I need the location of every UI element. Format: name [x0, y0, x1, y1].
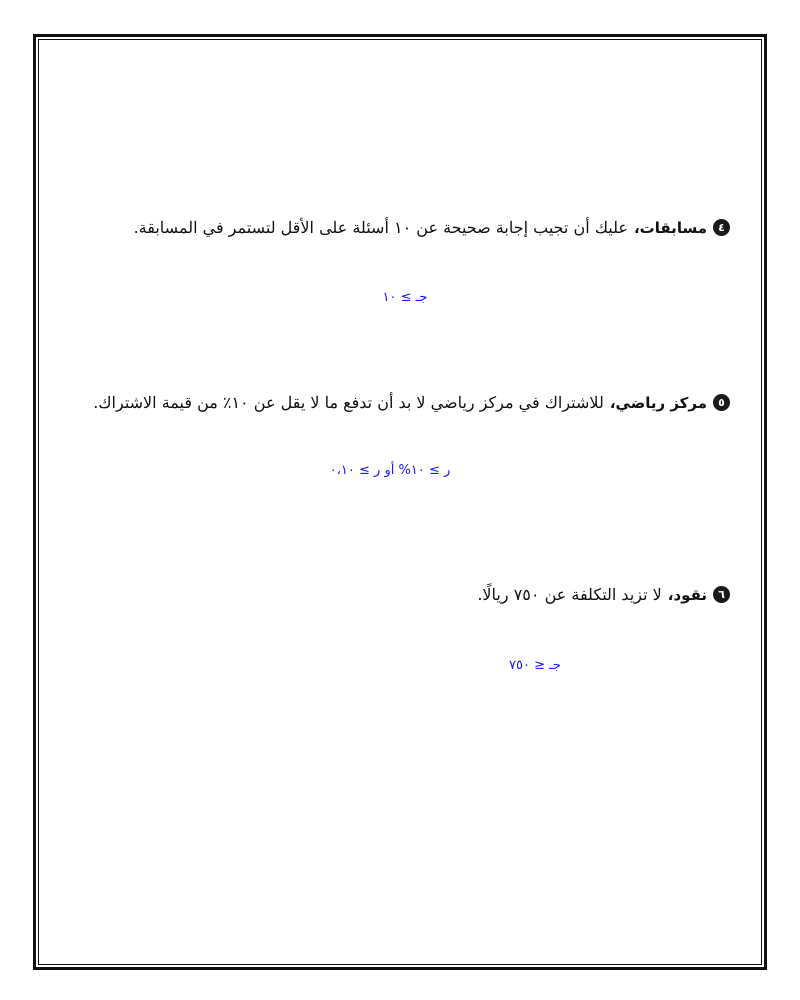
problem-text: للاشتراك في مركز رياضي لا بد أن تدفع ما لا يقل عن ١٠٪ من قيمة الاشتراك. — [93, 393, 604, 412]
problem-title: مركز رياضي، — [609, 393, 707, 412]
problem-6 — [477, 585, 730, 604]
problem-4-answer: جـ ≥ ١٠ — [382, 290, 428, 305]
problem-text: لا تزيد التكلفة عن ٧٥٠ ريالًا. — [477, 585, 662, 604]
page-border-inner — [38, 39, 762, 965]
problem-title: نقود، — [667, 585, 707, 604]
problem-5-answer: ر ≥ ١٠% أو ر ≥ ٠،١٠ — [329, 463, 451, 478]
problem-5 — [93, 393, 730, 412]
problem-number-badge: ٤ — [713, 219, 730, 236]
problem-title: مسابقات، — [633, 218, 707, 237]
problem-number-badge: ٦ — [713, 586, 730, 603]
problem-text: عليك أن تجيب إجابة صحيحة عن ١٠ أسئلة على الأقل لتستمر في المسابقة. — [133, 218, 628, 237]
problem-4 — [134, 218, 730, 237]
problem-6-answer: جـ ≤ ٧٥٠ — [509, 658, 561, 673]
problem-number-badge: ٥ — [713, 394, 730, 411]
